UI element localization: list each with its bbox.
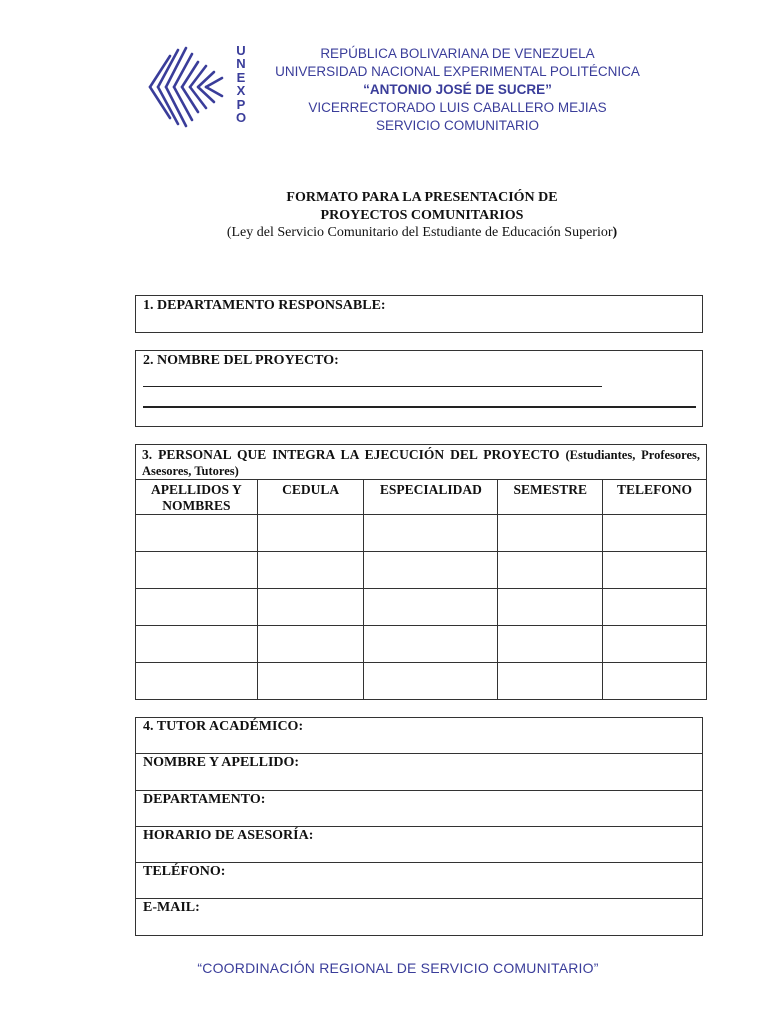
subtitle-text: (Ley del Servicio Comunitario del Estudiante de Educación Superior [226,225,613,240]
project-name-line-2 [143,406,696,408]
logo-lettering [234,44,248,124]
table-cell[interactable] [136,552,258,589]
table-cell[interactable] [136,626,258,663]
table-cell[interactable] [603,663,707,700]
table-cell[interactable] [257,626,364,663]
col-header-semestre: SEMESTRE [498,480,603,515]
table-cell[interactable] [498,552,603,589]
section-3-label: 3. PERSONAL QUE INTEGRA LA EJECUCIÓN DEL PROYECTO [142,447,560,462]
table-cell[interactable] [257,515,364,552]
section-nombre-proyecto [135,350,703,427]
tutor-table [135,717,703,936]
table-row [136,589,707,626]
logo-letter: E [236,69,246,85]
institution-header [270,45,645,135]
table-cell[interactable] [364,626,498,663]
col-header-cedula: CEDULA [257,480,364,515]
logo-letter: U [236,43,246,58]
table-cell[interactable] [498,515,603,552]
table-cell[interactable] [498,663,603,700]
title-line-2: PROYECTOS COMUNITARIOS [320,207,524,223]
logo-letter: O [235,110,247,126]
header-line-service: SERVICIO COMUNITARIO [375,118,539,133]
header-line-republic: REPÚBLICA BOLIVARIANA DE VENEZUELA [320,46,595,61]
table-cell[interactable] [136,589,258,626]
col-header-apellidos: APELLIDOS Y NOMBRES [136,480,258,515]
table-cell[interactable] [136,515,258,552]
unexpo-logo-icon [140,44,235,130]
table-cell[interactable] [603,589,707,626]
document-title [130,189,714,242]
tutor-telefono-field[interactable]: TELÉFONO: [136,863,703,899]
title-line-1: FORMATO PARA LA PRESENTACIÓN DE [286,190,558,205]
table-cell[interactable] [364,552,498,589]
table-cell[interactable] [498,626,603,663]
subtitle-close-paren: ) [612,225,618,240]
section-departamento-responsable [135,295,703,333]
table-row [136,626,707,663]
logo-letter: P [236,96,246,112]
table-cell[interactable] [498,589,603,626]
section-3-header [136,445,707,480]
table-cell[interactable] [257,552,364,589]
header-line-vicerrectorado: VICERRECTORADO LUIS CABALLERO MEJIAS [308,100,607,115]
header-line-university: UNIVERSIDAD NACIONAL EXPERIMENTAL POLITÉCNICA [275,64,640,79]
header-line-sucre: “ANTONIO JOSÉ DE SUCRE” [363,82,552,97]
logo-letter: X [236,83,246,99]
footer-coordination: “COORDINACIÓN REGIONAL DE SERVICIO COMUNITARIO” [197,960,599,976]
table-cell[interactable] [603,515,707,552]
col-header-telefono: TELEFONO [603,480,707,515]
table-cell[interactable] [364,589,498,626]
section-3-note: (Estudiantes, Profesores, Asesores, Tutores) [142,448,701,478]
tutor-departamento-field[interactable]: DEPARTAMENTO: [136,790,703,826]
table-cell[interactable] [603,626,707,663]
logo-letter: N [236,56,246,72]
project-name-line-1 [143,386,602,387]
table-cell[interactable] [364,515,498,552]
table-cell[interactable] [603,552,707,589]
tutor-email-field[interactable]: E-MAIL: [136,899,703,935]
table-cell[interactable] [257,663,364,700]
table-row [136,552,707,589]
title-subtitle [130,224,714,242]
table-row [136,515,707,552]
table-cell[interactable] [257,589,364,626]
table-cell[interactable] [364,663,498,700]
table-cell[interactable] [136,663,258,700]
tutor-academico-label: 4. TUTOR ACADÉMICO: [136,718,703,754]
tutor-horario-field[interactable]: HORARIO DE ASESORÍA: [136,826,703,862]
personal-table [135,444,707,700]
section-2-label: 2. NOMBRE DEL PROYECTO: [143,353,339,368]
table-row [136,663,707,700]
col-header-especialidad: ESPECIALIDAD [364,480,498,515]
tutor-nombre-field[interactable]: NOMBRE Y APELLIDO: [136,754,703,790]
section-1-label: 1. DEPARTAMENTO RESPONSABLE: [143,298,386,313]
